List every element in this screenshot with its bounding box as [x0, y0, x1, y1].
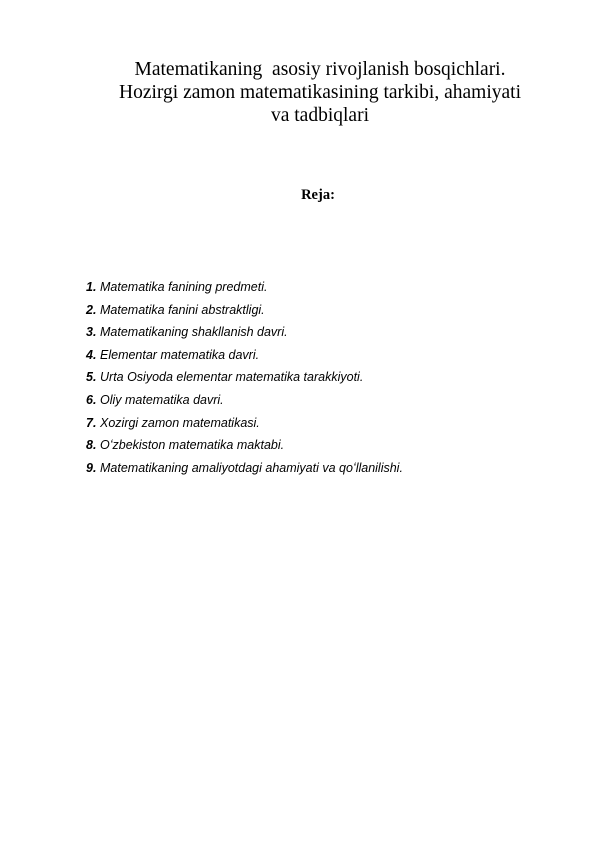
plan-item-number: 4.: [86, 347, 97, 362]
plan-item-number: 9.: [86, 460, 97, 475]
plan-item: [86, 276, 403, 299]
title-line-1: Matematikaning asosiy rivojlanish bosqichlari.: [134, 59, 506, 80]
plan-item-number: 7.: [86, 415, 97, 430]
plan-item-number: 2.: [86, 302, 97, 317]
plan-item: [86, 366, 403, 389]
document-title: [60, 58, 580, 127]
plan-item-text: Elementar matematika davri.: [100, 347, 260, 362]
plan-item-text: Matematikaning amaliyotdagi ahamiyati va qoʻllanilishi.: [100, 460, 403, 475]
plan-item: [86, 321, 403, 344]
title-line-3: va tadbiqlari: [270, 105, 369, 126]
plan-list: [86, 276, 403, 479]
plan-item-number: 5.: [86, 370, 97, 385]
plan-item-number: 8.: [86, 438, 97, 453]
plan-item: [86, 434, 403, 457]
title-line-2: Hozirgi zamon matematikasining tarkibi, ahamiyati: [119, 82, 521, 103]
plan-item-text: Oliy matematika davri.: [100, 392, 224, 407]
plan-item: [86, 299, 403, 322]
plan-item-text: Urta Osiyoda elementar matematika tarakkiyoti.: [100, 370, 364, 385]
plan-heading: Reja:: [301, 187, 335, 203]
plan-item-text: Oʻzbekiston matematika maktabi.: [100, 438, 285, 453]
plan-item: [86, 344, 403, 367]
plan-item-text: Matematikaning shakllanish davri.: [100, 325, 288, 340]
plan-item: [86, 389, 403, 412]
plan-item-text: Matematika fanining predmeti.: [100, 280, 268, 294]
plan-item-number: 3.: [86, 325, 97, 340]
plan-item-number: 1.: [86, 280, 97, 294]
plan-item-text: Xozirgi zamon matematikasi.: [100, 415, 260, 430]
plan-item: [86, 457, 403, 480]
plan-item-text: Matematika fanini abstraktligi.: [100, 302, 265, 317]
plan-item: [86, 412, 403, 435]
plan-item-number: 6.: [86, 392, 97, 407]
